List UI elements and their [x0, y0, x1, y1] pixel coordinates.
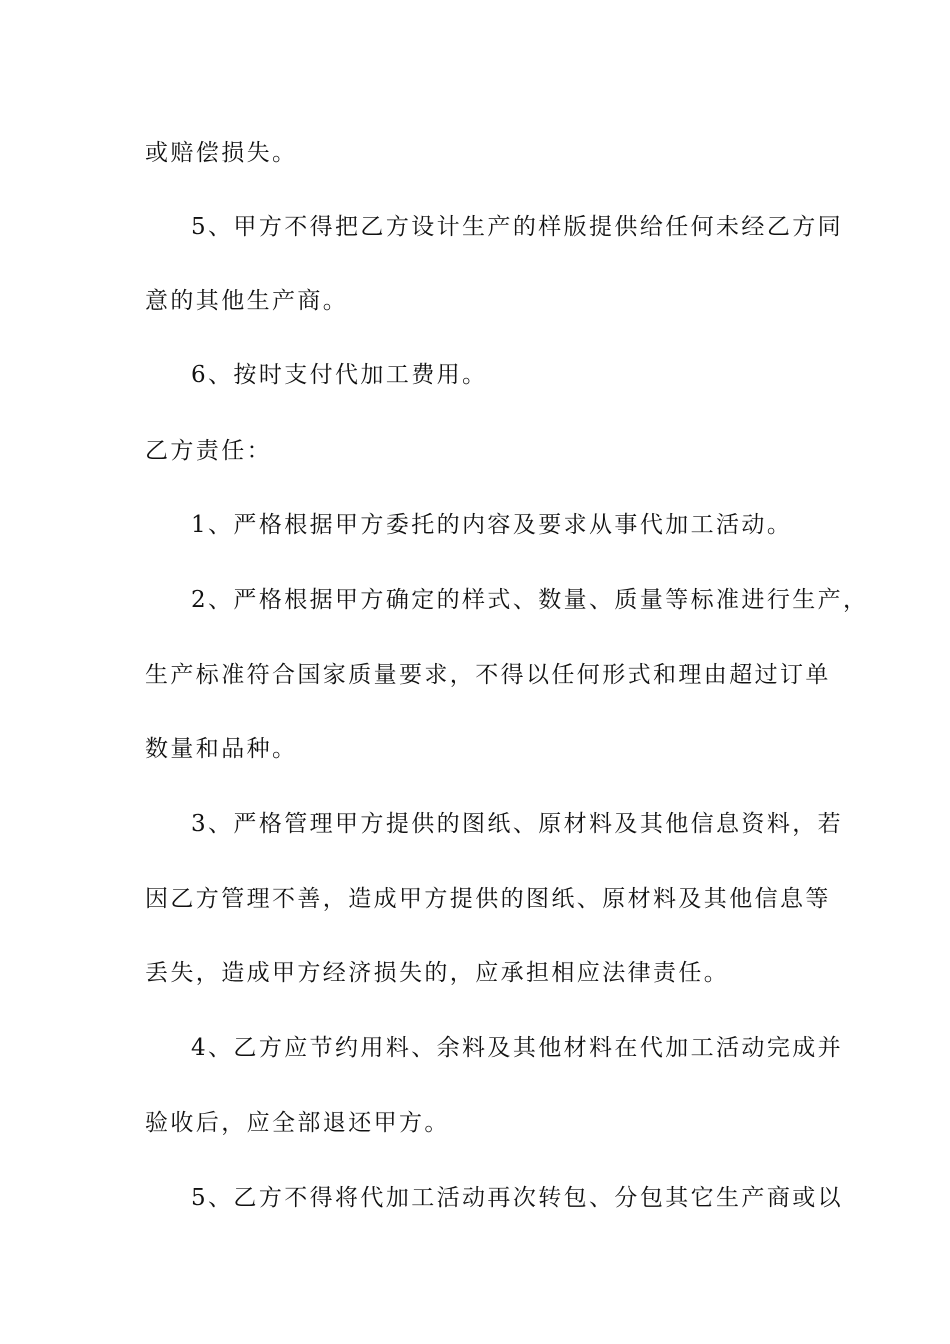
text-line: 生产标准符合国家质量要求，不得以任何形式和理由超过订单	[145, 662, 831, 688]
text-line: 2、严格根据甲方确定的样式、数量、质量等标准进行生产，	[191, 587, 869, 613]
text-line: 验收后，应全部退还甲方。	[145, 1110, 450, 1136]
text-line: 因乙方管理不善，造成甲方提供的图纸、原材料及其他信息等	[145, 886, 831, 912]
text-line: 3、严格管理甲方提供的图纸、原材料及其他信息资料，若	[191, 811, 844, 837]
text-line: 6、按时支付代加工费用。	[191, 362, 488, 388]
text-line: 4、乙方应节约用料、余料及其他材料在代加工活动完成并	[191, 1035, 844, 1061]
text-line: 1、严格根据甲方委托的内容及要求从事代加工活动。	[191, 512, 793, 538]
text-line: 5、甲方不得把乙方设计生产的样版提供给任何未经乙方同	[191, 214, 844, 240]
text-line: 5、乙方不得将代加工活动再次转包、分包其它生产商或以	[191, 1185, 844, 1211]
text-line: 或赔偿损失。	[145, 140, 298, 166]
text-line: 意的其他生产商。	[145, 288, 349, 314]
text-line: 丢失，造成甲方经济损失的，应承担相应法律责任。	[145, 960, 730, 986]
section-heading: 乙方责任：	[145, 438, 272, 464]
text-line: 数量和品种。	[145, 736, 298, 762]
